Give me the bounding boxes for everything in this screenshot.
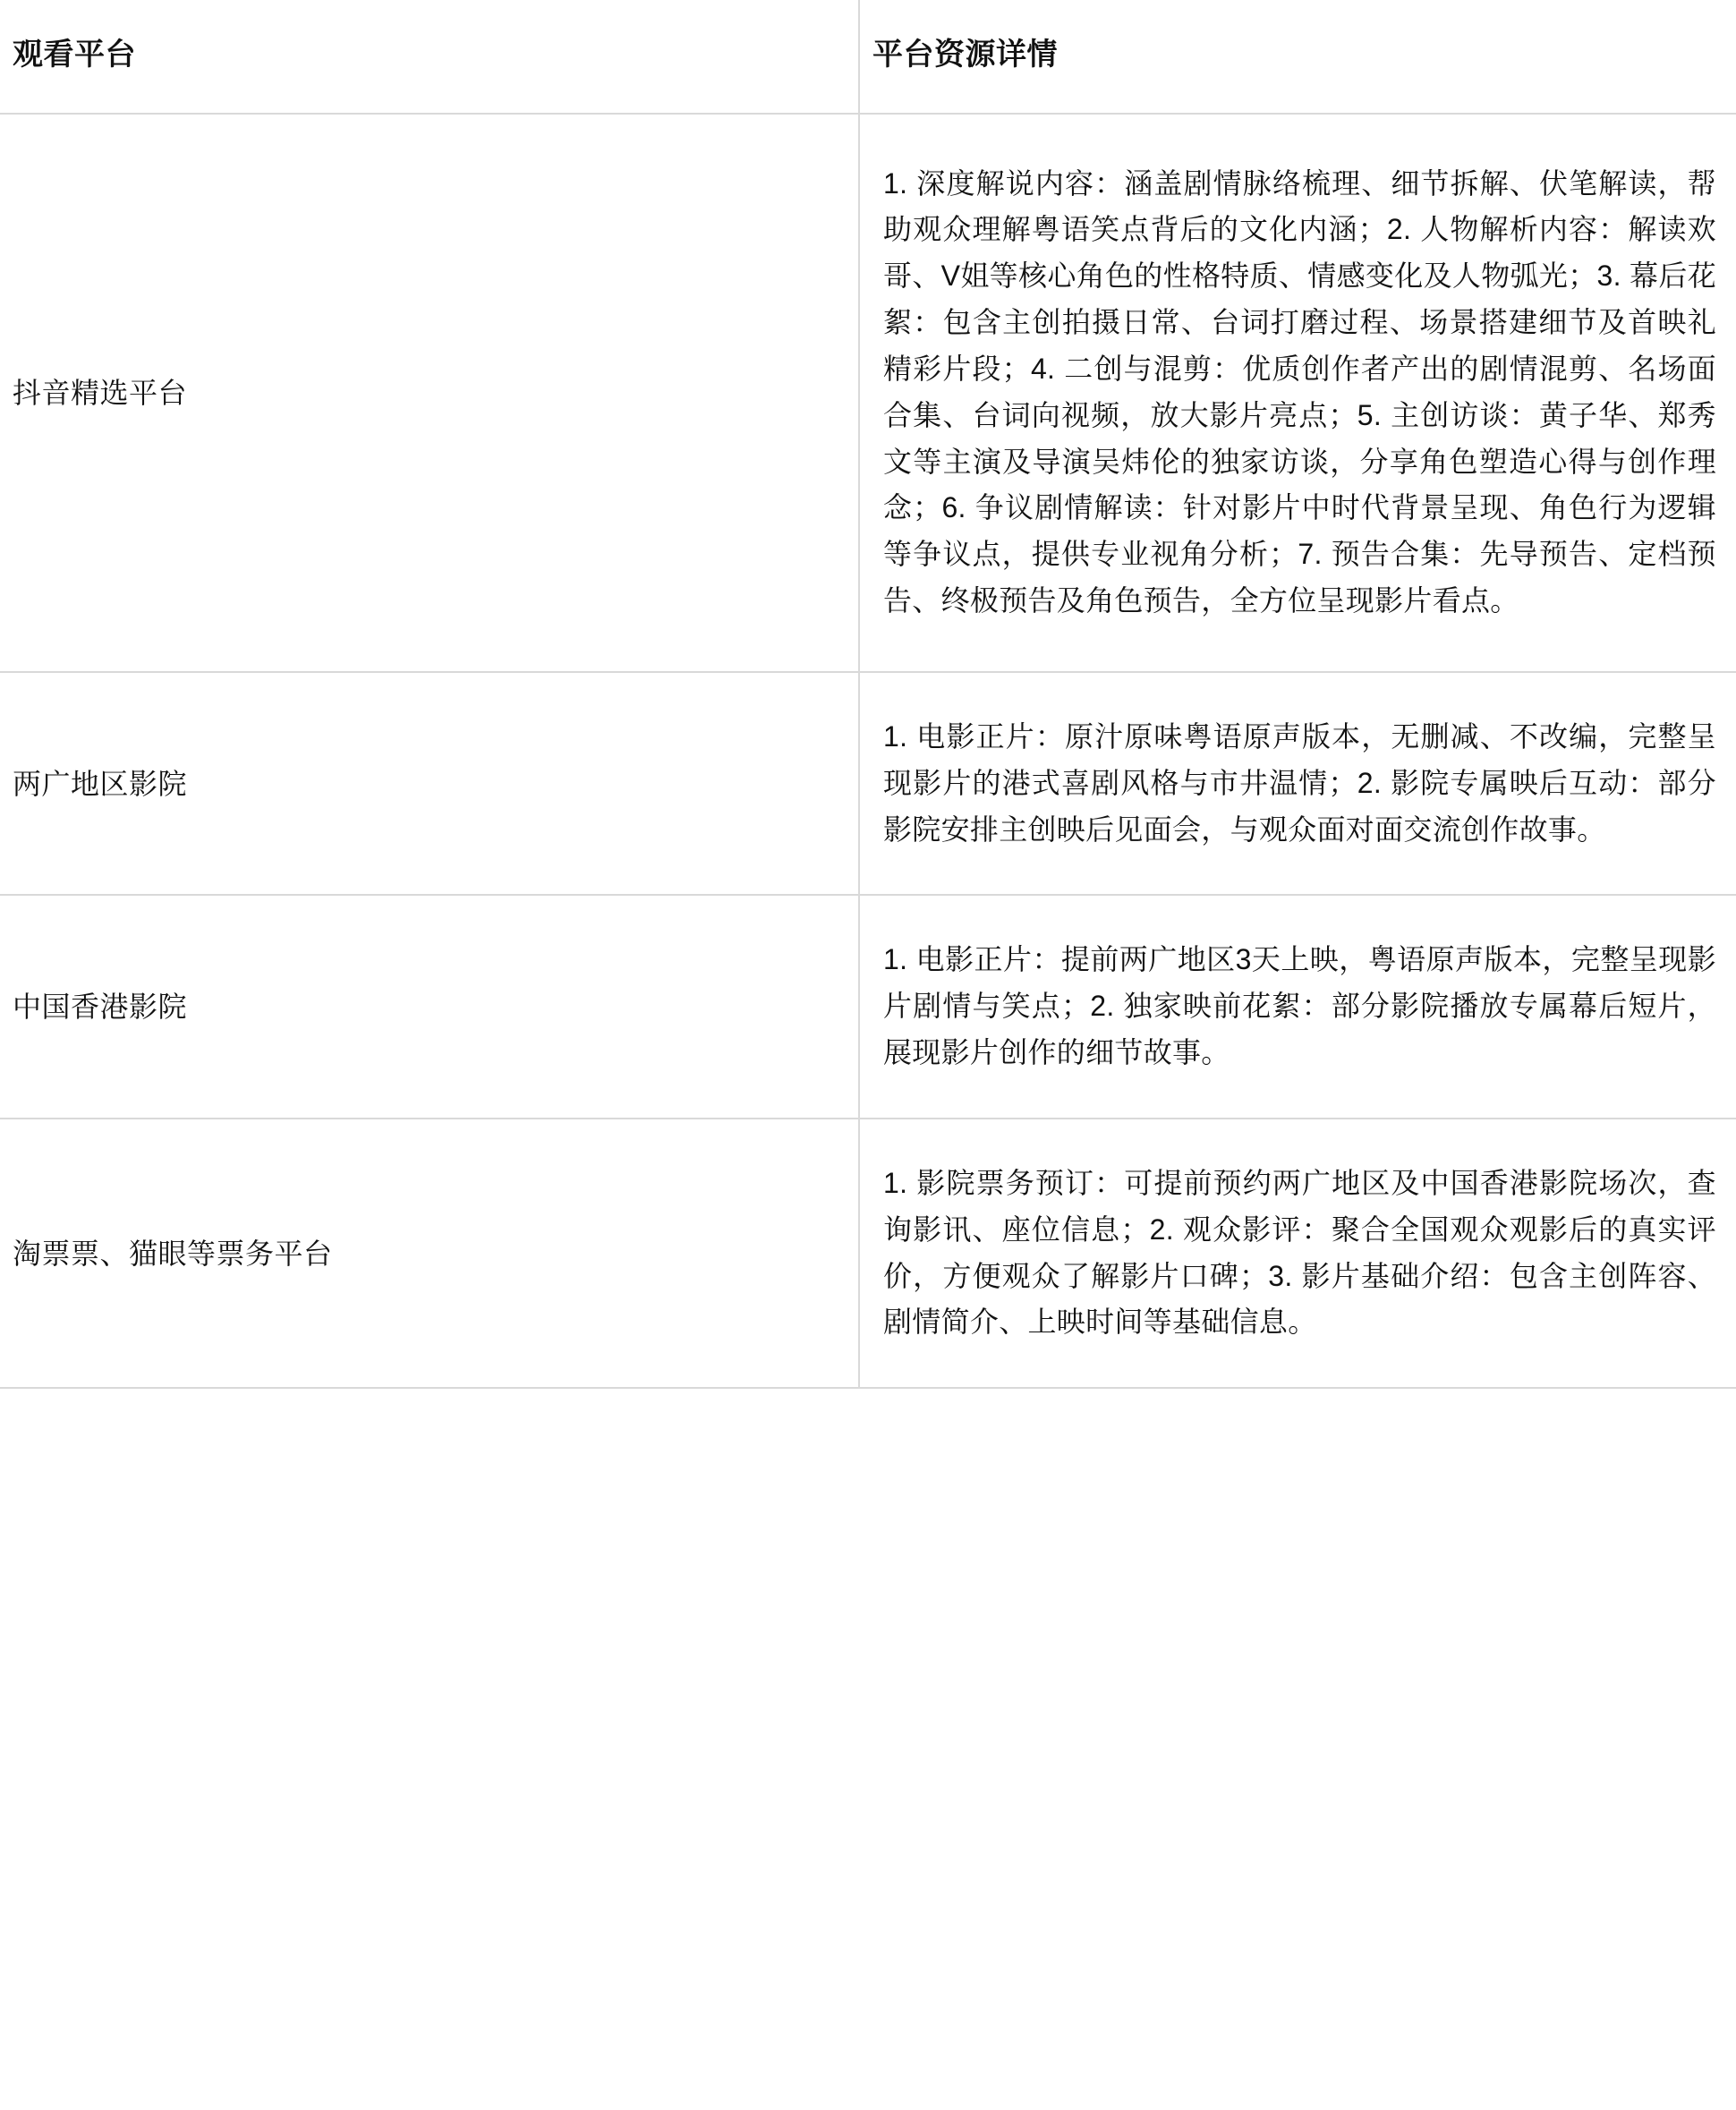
cell-platform-name: 抖音精选平台 <box>0 114 859 672</box>
cell-platform-name: 两广地区影院 <box>0 672 859 895</box>
column-header-platform: 观看平台 <box>0 0 859 114</box>
table-body <box>0 114 1736 1389</box>
detail-text: 1. 电影正片：提前两广地区3天上映，粤语原声版本，完整呈现影片剧情与笑点；2. 独家映前花絮：部分影院播放专属幕后短片，展现影片创作的细节故事。 <box>883 943 1716 1069</box>
cell-platform-name: 淘票票、猫眼等票务平台 <box>0 1119 859 1388</box>
cell-platform-detail <box>859 672 1736 895</box>
table-row <box>0 895 1736 1118</box>
table-header-row <box>0 0 1736 114</box>
cell-platform-detail <box>859 114 1736 672</box>
table-header <box>0 0 1736 114</box>
detail-text: 1. 电影正片：原汁原味粤语原声版本，无删减、不改编，完整呈现影片的港式喜剧风格与市井温情；2. 影院专属映后互动：部分影院安排主创映后见面会，与观众面对面交流创作故事。 <box>883 719 1716 846</box>
detail-text: 1. 影院票务预订：可提前预约两广地区及中国香港影院场次，查询影讯、座位信息；2. 观众影评：聚合全国观众观影后的真实评价，方便观众了解影片口碑；3. 影片基础介绍：包含主创阵容、剧情简介、上映时间等基础信息。 <box>883 1166 1716 1339</box>
cell-platform-detail <box>859 895 1736 1118</box>
table-row <box>0 672 1736 895</box>
detail-text: 1. 深度解说内容：涵盖剧情脉络梳理、细节拆解、伏笔解读，帮助观众理解粤语笑点背后的文化内涵；2. 人物解析内容：解读欢哥、V姐等核心角色的性格特质、情感变化及人物弧光；3. 幕后花絮：包含主创拍摄日常、台词打磨过程、场景搭建细节及首映礼精彩片段；4. 二创与混剪：优质创作者产出的剧情混剪、名场面合集、台词向视频，放大影片亮点；5. 主创访谈：黄子华、郑秀文等主演及导演吴炜伦的独家访谈，分享角色塑造心得与创作理念；6. 争议剧情解读：针对影片中时代背景呈现、角色行为逻辑等争议点，提供专业视角分析；7. 预告合集：先导预告、定档预告、终极预告及角色预告，全方位呈现影片看点。 <box>883 166 1716 617</box>
cell-platform-detail <box>859 1119 1736 1388</box>
column-header-detail: 平台资源详情 <box>859 0 1736 114</box>
table-row <box>0 114 1736 672</box>
table-row <box>0 1119 1736 1388</box>
cell-platform-name: 中国香港影院 <box>0 895 859 1118</box>
